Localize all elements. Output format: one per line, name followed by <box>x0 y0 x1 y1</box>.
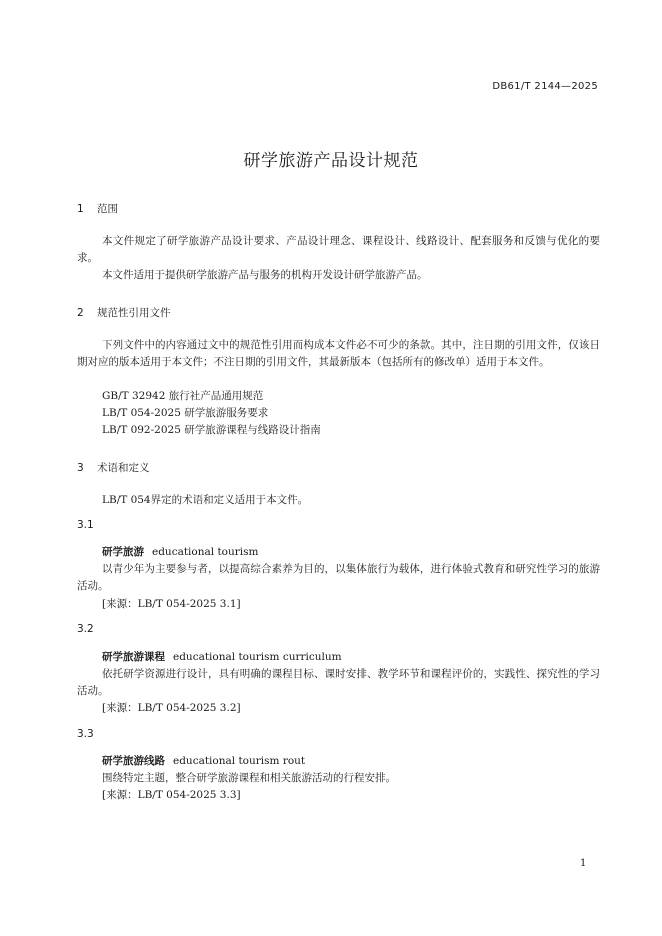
clause-number: 3.2 <box>77 623 94 635</box>
term-entry <box>102 753 305 770</box>
scope-paragraph-2: 本文件适用于提供研学旅游产品与服务的机构开发设计研学旅游产品。 <box>102 269 428 281</box>
term-english: educational tourism rout <box>173 755 306 767</box>
term-source: [来源：LB/T 054-2025 3.2] <box>102 702 241 714</box>
section-title: 规范性引用文件 <box>97 307 171 319</box>
standard-code: DB61/T 2144—2025 <box>492 81 598 92</box>
term-chinese: 研学旅游线路 <box>102 755 165 767</box>
term-entry <box>102 544 258 561</box>
section-1-heading <box>77 201 118 216</box>
section-3-heading <box>77 460 150 475</box>
clause-number: 3.3 <box>77 728 94 740</box>
reference-item: LB/T 092-2025 研学旅游课程与线路设计指南 <box>102 424 321 436</box>
scope-paragraph-1: 本文件规定了研学旅游产品设计要求、产品设计理念、课程设计、线路设计、配套服务和反馈与优化的要求。 <box>77 235 600 264</box>
term-chinese: 研学旅游 <box>102 546 144 558</box>
section-2-heading <box>77 305 171 320</box>
term-definition: 以青少年为主要参与者，以提高综合素养为目的，以集体旅行为载体，进行体验式教育和研究性学习的旅游活动。 <box>77 563 600 592</box>
term-entry <box>102 649 342 666</box>
terms-intro: LB/T 054界定的术语和定义适用于本文件。 <box>102 494 309 506</box>
term-english: educational tourism curriculum <box>173 651 342 663</box>
reference-item: GB/T 32942 旅行社产品通用规范 <box>102 390 264 402</box>
section-title: 术语和定义 <box>97 462 150 474</box>
term-source: [来源：LB/T 054-2025 3.3] <box>102 789 241 801</box>
term-chinese: 研学旅游课程 <box>102 651 165 663</box>
term-source: [来源：LB/T 054-2025 3.1] <box>102 598 241 610</box>
section-number: 3 <box>77 462 84 474</box>
section-title: 范围 <box>97 203 118 215</box>
reference-item: LB/T 054-2025 研学旅游服务要求 <box>102 407 269 419</box>
page-number: 1 <box>580 858 587 869</box>
clause-number: 3.1 <box>77 519 94 531</box>
document-title: 研学旅游产品设计规范 <box>243 151 419 171</box>
term-english: educational tourism <box>152 546 259 558</box>
section-number: 1 <box>77 203 84 215</box>
section-number: 2 <box>77 307 84 319</box>
term-definition: 依托研学资源进行设计，具有明确的课程目标、课时安排、教学环节和课程评价的，实践性、探究性的学习活动。 <box>77 668 600 697</box>
references-intro: 下列文件中的内容通过文中的规范性引用而构成本文件必不可少的条款。其中，注日期的引用文件，仅该日期对应的版本适用于本文件；不注日期的引用文件，其最新版本（包括所有的修改单）适用于本文件。 <box>77 339 600 368</box>
term-definition: 围绕特定主题，整合研学旅游课程和相关旅游活动的行程安排。 <box>102 772 396 784</box>
